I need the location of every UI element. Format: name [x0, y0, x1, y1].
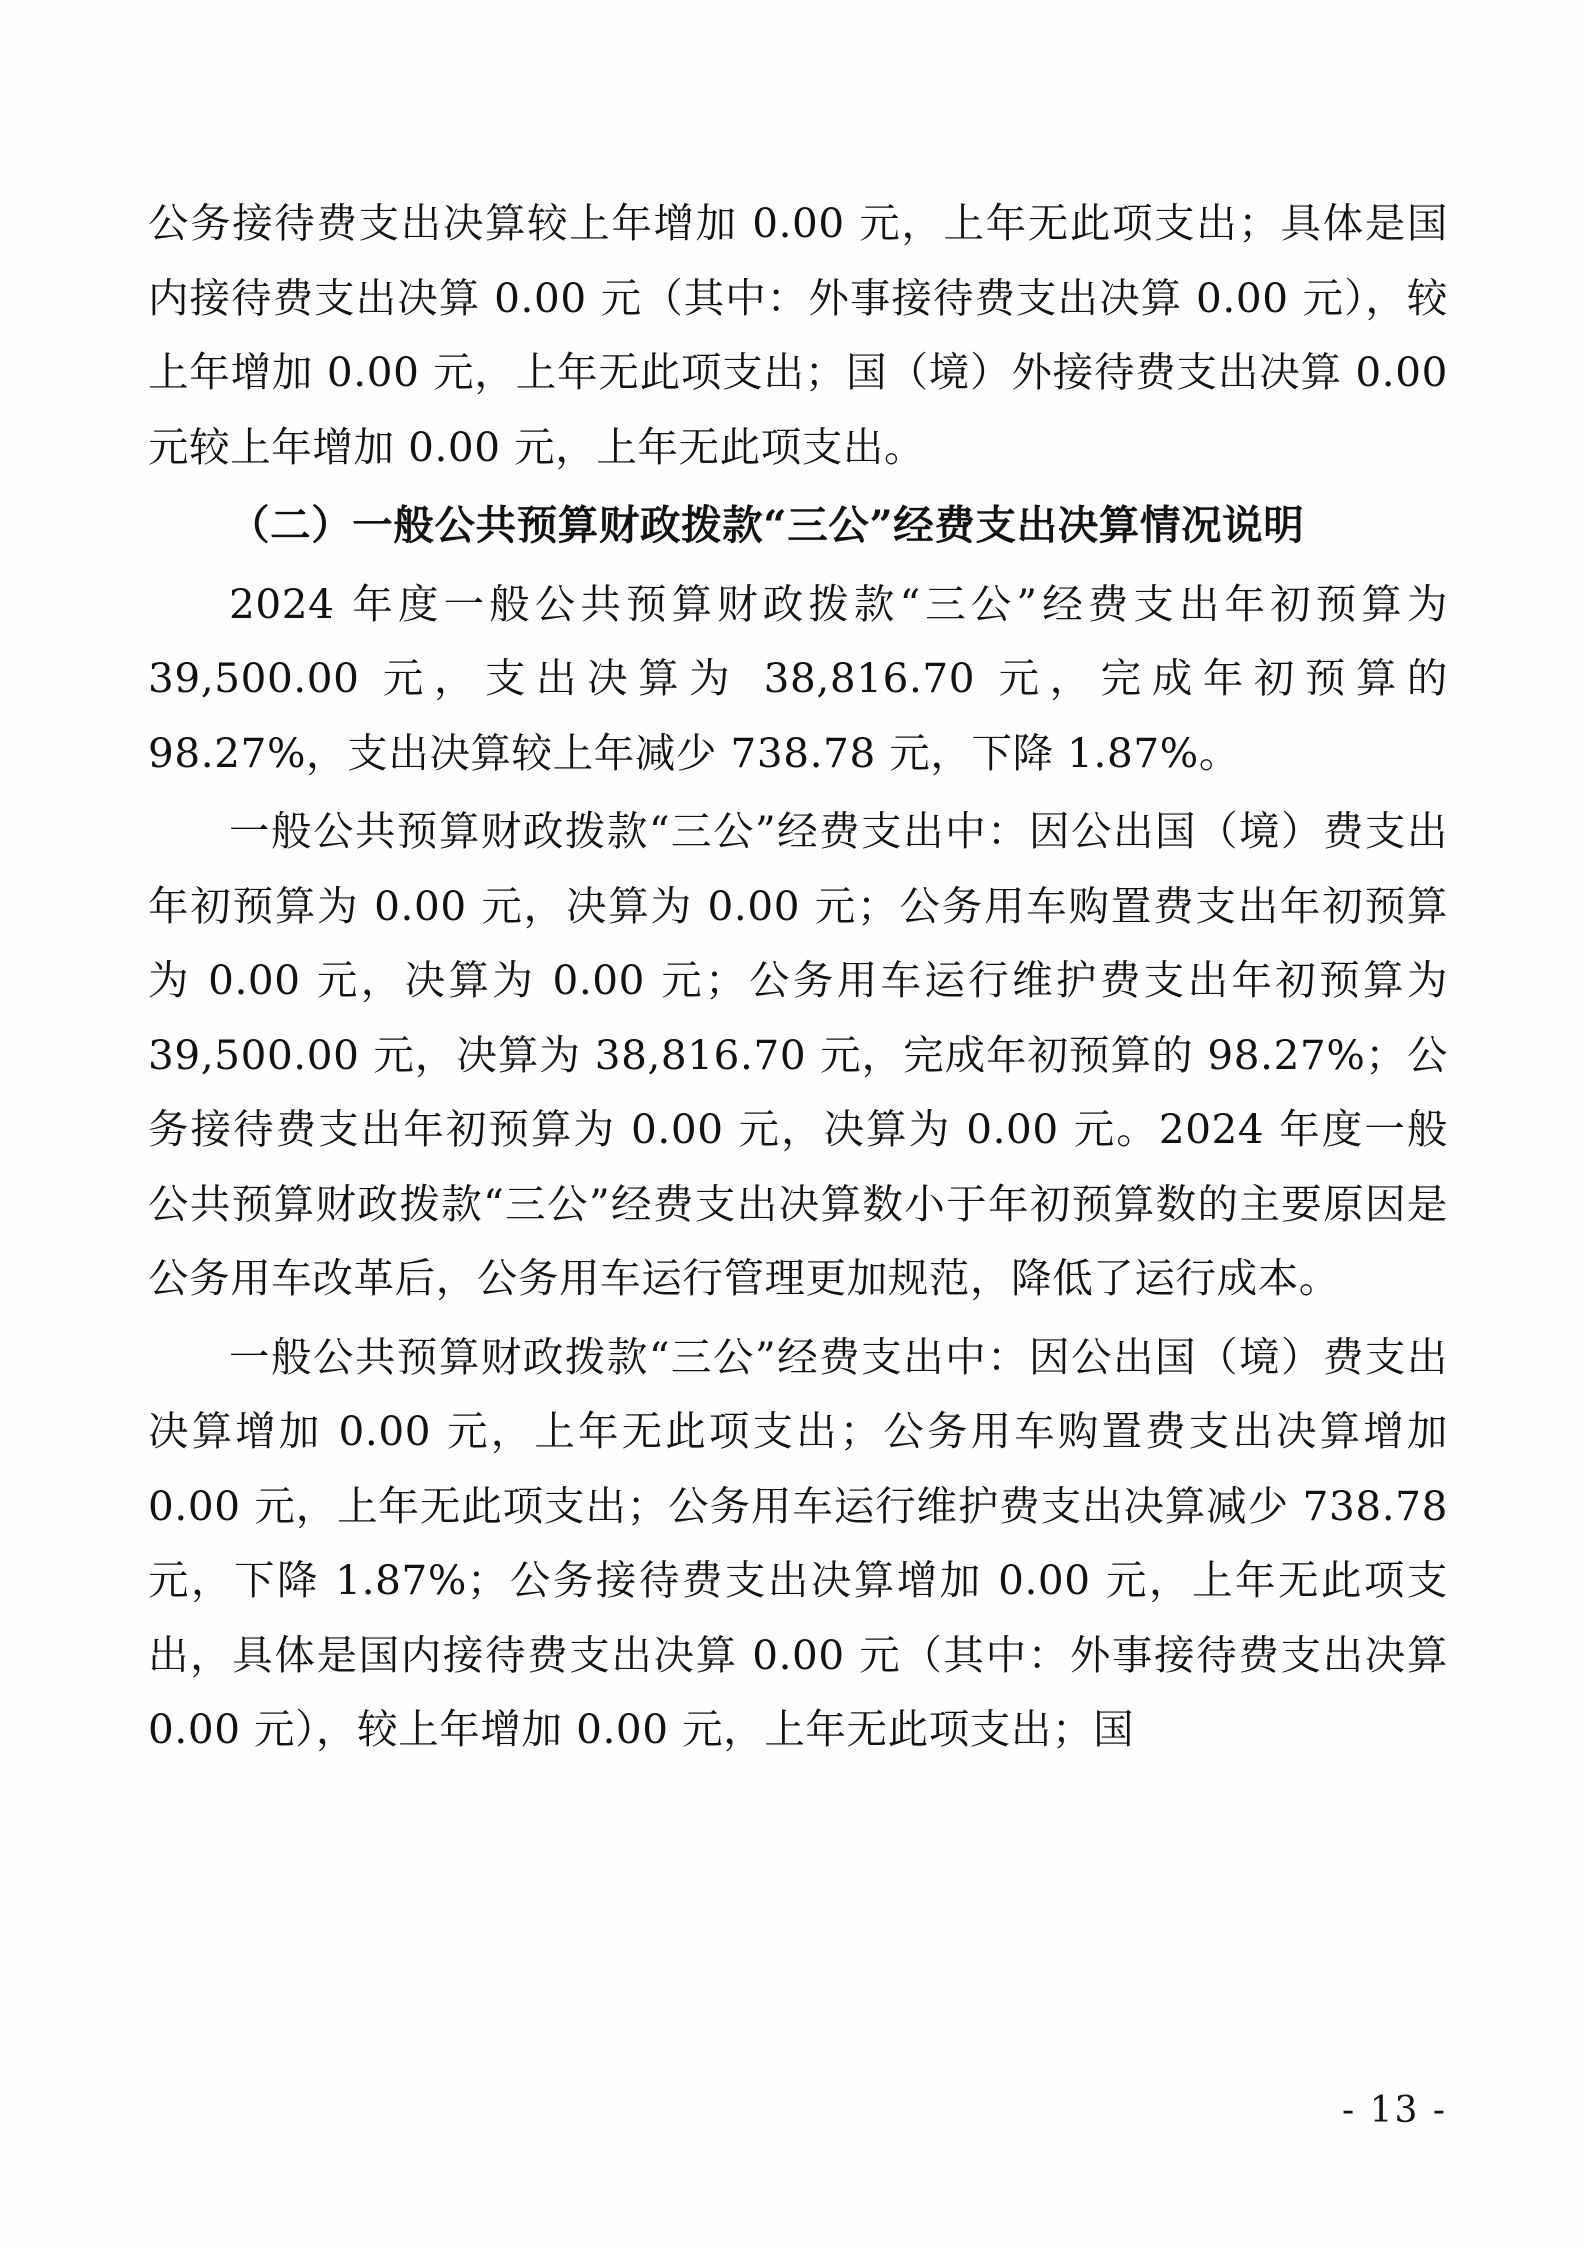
paragraph-three-public-budget-summary: 2024 年度一般公共预算财政拨款“三公”经费支出年初预算为 39,500.00 元，支出决算为 38,816.70 元，完成年初预算的 98.27%，支出决算较上年减少 738.78 元，下降 1.87%。	[148, 579, 1448, 777]
paragraph-three-public-year-over-year: 一般公共预算财政拨款“三公”经费支出中：因公出国（境）费支出决算增加 0.00 元，上年无此项支出；公务用车购置费支出决算增加 0.00 元，上年无此项支出；公务用车运行维护费支出决算减少 738.78 元，下降 1.87%；公务接待费支出决算增加 0.00 元，上年无此项支出，具体是国内接待费支出决算 0.00 元（其中：外事接待费支出决算 0.00 元），较上年增加 0.00 元，上年无此项支出；国	[148, 1332, 1448, 1753]
page-number: - 13 -	[1341, 2090, 1447, 2131]
page-content	[148, 186, 1448, 1771]
section-heading-three-public-expenses: （二）一般公共预算财政拨款“三公”经费支出决算情况说明	[229, 501, 1305, 549]
paragraph-three-public-breakdown: 一般公共预算财政拨款“三公”经费支出中：因公出国（境）费支出年初预算为 0.00 元，决算为 0.00 元；公务用车购置费支出年初预算为 0.00 元，决算为 0.00 元；公务用车运行维护费支出年初预算为 39,500.00 元，决算为 38,816.70 元，完成年初预算的 98.27%；公务接待费支出年初预算为 0.00 元，决算为 0.00 元。2024 年度一般公共预算财政拨款“三公”经费支出决算数小于年初预算数的主要原因是公务用车改革后，公务用车运行管理更加规范，降低了运行成本。	[148, 807, 1448, 1302]
paragraph-continued-hospitality-expenses: 公务接待费支出决算较上年增加 0.00 元，上年无此项支出；具体是国内接待费支出决算 0.00 元（其中：外事接待费支出决算 0.00 元），较上年增加 0.00 元，上年无此项支出；国（境）外接待费支出决算 0.00 元较上年增加 0.00 元，上年无此项支出。	[148, 199, 1448, 471]
